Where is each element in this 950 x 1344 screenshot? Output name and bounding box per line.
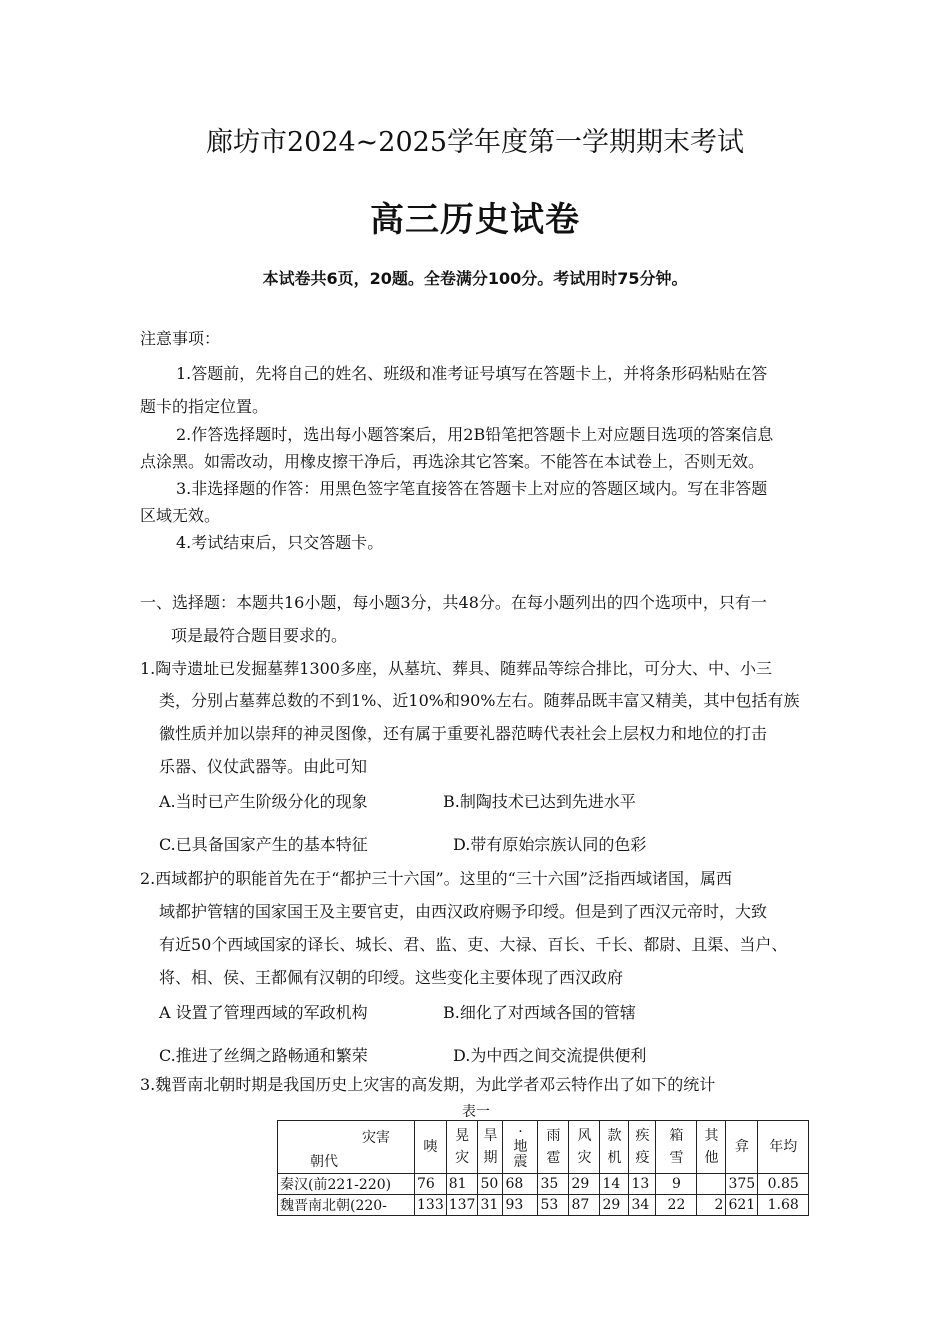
- notice-item-4: 4.考试结束后，只交答题卡。: [176, 533, 384, 552]
- corner-diagonal: [278, 1121, 414, 1173]
- col-header: 咦: [415, 1121, 447, 1174]
- cell: 2: [697, 1195, 726, 1216]
- exam-info: 本试卷共6页，20题。全卷满分100分。考试用时75分钟。: [262, 269, 688, 288]
- table-caption: 表一: [462, 1104, 490, 1120]
- table-row: [278, 1174, 809, 1195]
- row-dynasty: 魏晋南北朝(220-: [278, 1195, 415, 1216]
- q1-option-d[interactable]: D.带有原始宗族认同的色彩: [453, 835, 647, 854]
- notice-item-2-cont: 点涂黑。如需改动，用橡皮擦干净后，再选涂其它答案。不能答在本试卷上，否则无效。: [140, 452, 765, 471]
- cell: 50: [478, 1174, 503, 1195]
- col-header: 年均: [758, 1121, 809, 1174]
- cell: 29: [600, 1195, 629, 1216]
- notice-item-2: 2.作答选择题时，选出每小题答案后，用2B铅笔把答题卡上对应题目选项的答案信息: [176, 425, 774, 444]
- col-header: 疾 疫: [629, 1121, 656, 1174]
- q1-stem-line4: 乐器、仪仗武器等。由此可知: [159, 757, 368, 776]
- cell: 22: [656, 1195, 697, 1216]
- table-row: [278, 1195, 809, 1216]
- cell: 68: [503, 1174, 538, 1195]
- q2-stem-line1: 2.西域都护的职能首先在于“都护三十六国”。这里的“三十六国”泛指西域诸国，属西: [140, 869, 732, 888]
- cell: 76: [415, 1174, 447, 1195]
- q2-option-d[interactable]: D.为中西之间交流提供便利: [453, 1046, 647, 1065]
- col-header: 箱 雪: [656, 1121, 697, 1174]
- cell: 14: [600, 1174, 629, 1195]
- q2-stem-line2: 域都护管辖的国家国王及主要官吏，由西汉政府赐予印绶。但是到了西汉元帝时，大致: [159, 902, 768, 921]
- corner-cell: [278, 1121, 415, 1174]
- col-header: 弇: [726, 1121, 758, 1174]
- cell: 137: [446, 1195, 478, 1216]
- cell: 13: [629, 1174, 656, 1195]
- section-heading: 一、选择题：本题共16小题，每小题3分，共48分。在每小题列出的四个选项中，只有一: [140, 593, 767, 612]
- subject-title: 高三历史试卷: [370, 200, 580, 240]
- cell: 375: [726, 1174, 758, 1195]
- cell: 29: [569, 1174, 600, 1195]
- cell: 0.85: [758, 1174, 809, 1195]
- cell: 81: [446, 1174, 478, 1195]
- col-header: 雨 雹: [538, 1121, 569, 1174]
- cell: 9: [656, 1174, 697, 1195]
- col-header: 其 他: [697, 1121, 726, 1174]
- q2-option-b[interactable]: B.细化了对西域各国的管辖: [443, 1003, 636, 1022]
- notice-item-3-cont: 区域无效。: [140, 506, 221, 525]
- cell: 1.68: [758, 1195, 809, 1216]
- table-header-row: [278, 1121, 809, 1174]
- col-header: 晃 灾: [446, 1121, 478, 1174]
- disaster-table: [277, 1120, 809, 1216]
- q3-stem-line1: 3.魏晋南北朝时期是我国历史上灾害的高发期，为此学者邓云特作出了如下的统计: [140, 1075, 716, 1094]
- col-header: 旱 期: [478, 1121, 503, 1174]
- q2-option-a[interactable]: A 设置了管理西域的军政机构: [159, 1003, 368, 1022]
- cell: 31: [478, 1195, 503, 1216]
- col-header: 款 机: [600, 1121, 629, 1174]
- cell: 133: [415, 1195, 447, 1216]
- cell: 35: [538, 1174, 569, 1195]
- cell: 621: [726, 1195, 758, 1216]
- notice-item-1: 1.答题前，先将自己的姓名、班级和准考证号填写在答题卡上，并将条形码粘贴在答: [176, 364, 768, 383]
- q1-option-c[interactable]: C.已具备国家产生的基本特征: [159, 835, 368, 854]
- cell: 93: [503, 1195, 538, 1216]
- cell: 87: [569, 1195, 600, 1216]
- q1-option-b[interactable]: B.制陶技术已达到先进水平: [443, 792, 636, 811]
- q1-stem-line3: 徽性质并加以崇拜的神灵图像，还有属于重要礼器范畴代表社会上层权力和地位的打击: [159, 724, 768, 743]
- q1-stem-line2: 类，分别占墓葬总数的不到1%、近10%和90%左右。随葬品既丰富又精美，其中包括有族: [159, 691, 800, 710]
- q1-option-a[interactable]: A.当时已产生阶级分化的现象: [159, 792, 368, 811]
- row-dynasty: 秦汉(前221-220): [278, 1174, 415, 1195]
- section-heading-cont: 项是最符合题目要求的。: [171, 626, 348, 645]
- cell: 34: [629, 1195, 656, 1216]
- q2-stem-line4: 将、相、侯、王都佩有汉朝的印绶。这些变化主要体现了西汉政府: [159, 968, 624, 987]
- col-header: 风 灾: [569, 1121, 600, 1174]
- q2-option-c[interactable]: C.推进了丝绸之路畅通和繁荣: [159, 1046, 368, 1065]
- notice-item-1-cont: 题卡的指定位置。: [140, 397, 269, 416]
- q1-stem-line1: 1.陶寺遗址已发掘墓葬1300多座，从墓坑、葬具、随葬品等综合排比，可分大、中、小三: [140, 659, 772, 678]
- notice-item-3: 3.非选择题的作答：用黑色签字笔直接答在答题卡上对应的答题区域内。写在非答题: [176, 479, 768, 498]
- q2-stem-line3: 有近50个西域国家的译长、城长、君、监、吏、大禄、百长、千长、都尉、且渠、当户、: [159, 935, 788, 954]
- cell: 53: [538, 1195, 569, 1216]
- corner-top-label: 灾害: [362, 1130, 390, 1146]
- notice-heading: 注意事项：: [140, 329, 221, 348]
- col-header: · 地 震: [503, 1121, 538, 1174]
- cell: [697, 1174, 726, 1195]
- corner-bottom-label: 朝代: [310, 1154, 338, 1170]
- exam-title: 廊坊市2024~2025学年度第一学期期末考试: [205, 127, 745, 158]
